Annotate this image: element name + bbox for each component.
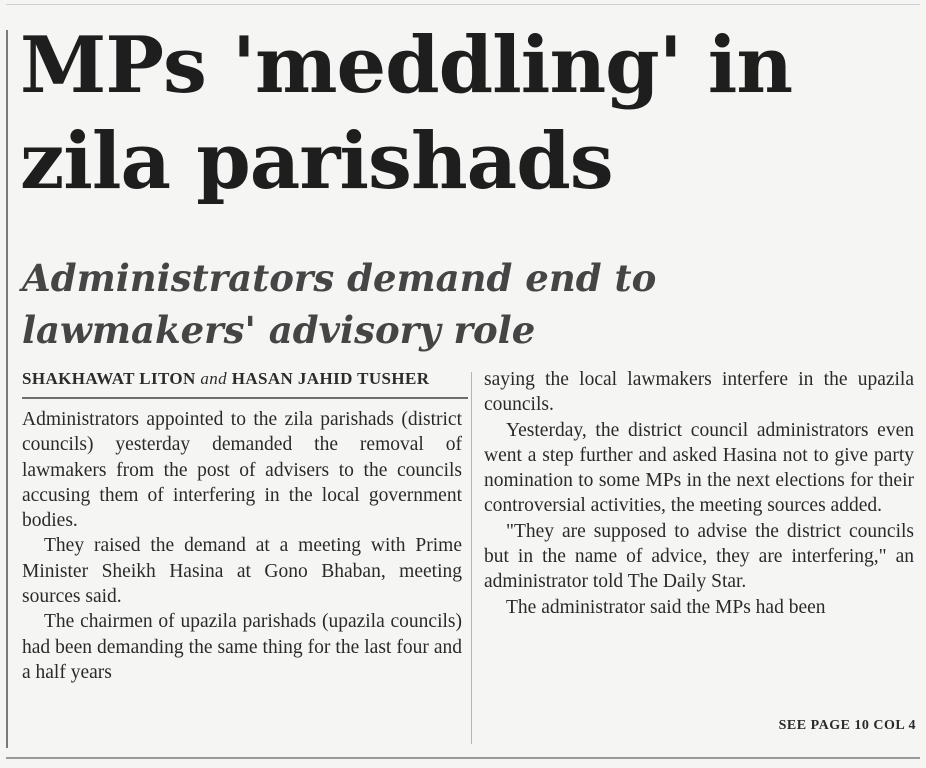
- subheadline-line-2: lawmakers' advisory role: [22, 308, 536, 352]
- top-rule: [6, 4, 920, 5]
- bottom-rule: [6, 757, 920, 759]
- byline-author-2: HASAN JAHID TUSHER: [231, 369, 430, 388]
- paragraph: The chairmen of upazila parishads (upazila councils) had been demanding the same thing for the last four and a half years: [22, 611, 462, 683]
- subheadline-line-1: Administrators demand end to: [22, 256, 657, 300]
- byline: [22, 369, 470, 389]
- headline-line-2: zila parishads: [20, 116, 613, 207]
- article-column-2: [484, 367, 914, 620]
- headline: [20, 18, 920, 210]
- jump-line: SEE PAGE 10 COL 4: [778, 718, 916, 733]
- paragraph: Yesterday, the district council administrators even went a step further and asked Hasina not to give party nomination to some MPs in the next elections for their controversial activities, the meeting sources added.: [484, 419, 914, 517]
- paragraph: saying the local lawmakers interfere in the upazila councils.: [484, 369, 914, 416]
- paragraph: The administrator said the MPs had been: [506, 596, 826, 618]
- subheadline: [22, 252, 902, 356]
- byline-author-1: SHAKHAWAT LITON: [22, 369, 196, 388]
- headline-line-1: MPs 'meddling' in: [20, 20, 793, 111]
- paragraph: Administrators appointed to the zila parishads (district councils) yesterday demanded the removal of lawmakers from the post of advisers to the councils accusing them of interfering in the local government bodies.: [22, 409, 462, 532]
- paragraph: "They are supposed to advise the district councils but in the name of advice, they are interfering," an administrator told The Daily Star.: [484, 520, 914, 593]
- byline-and: and: [200, 369, 228, 388]
- byline-rule: [22, 397, 468, 399]
- left-column-rule: [6, 30, 8, 748]
- paragraph: They raised the demand at a meeting with Prime Minister Sheikh Hasina at Gono Bhaban, meeting sources said.: [22, 535, 462, 608]
- column-divider: [471, 372, 472, 744]
- article-column-1: [22, 407, 462, 685]
